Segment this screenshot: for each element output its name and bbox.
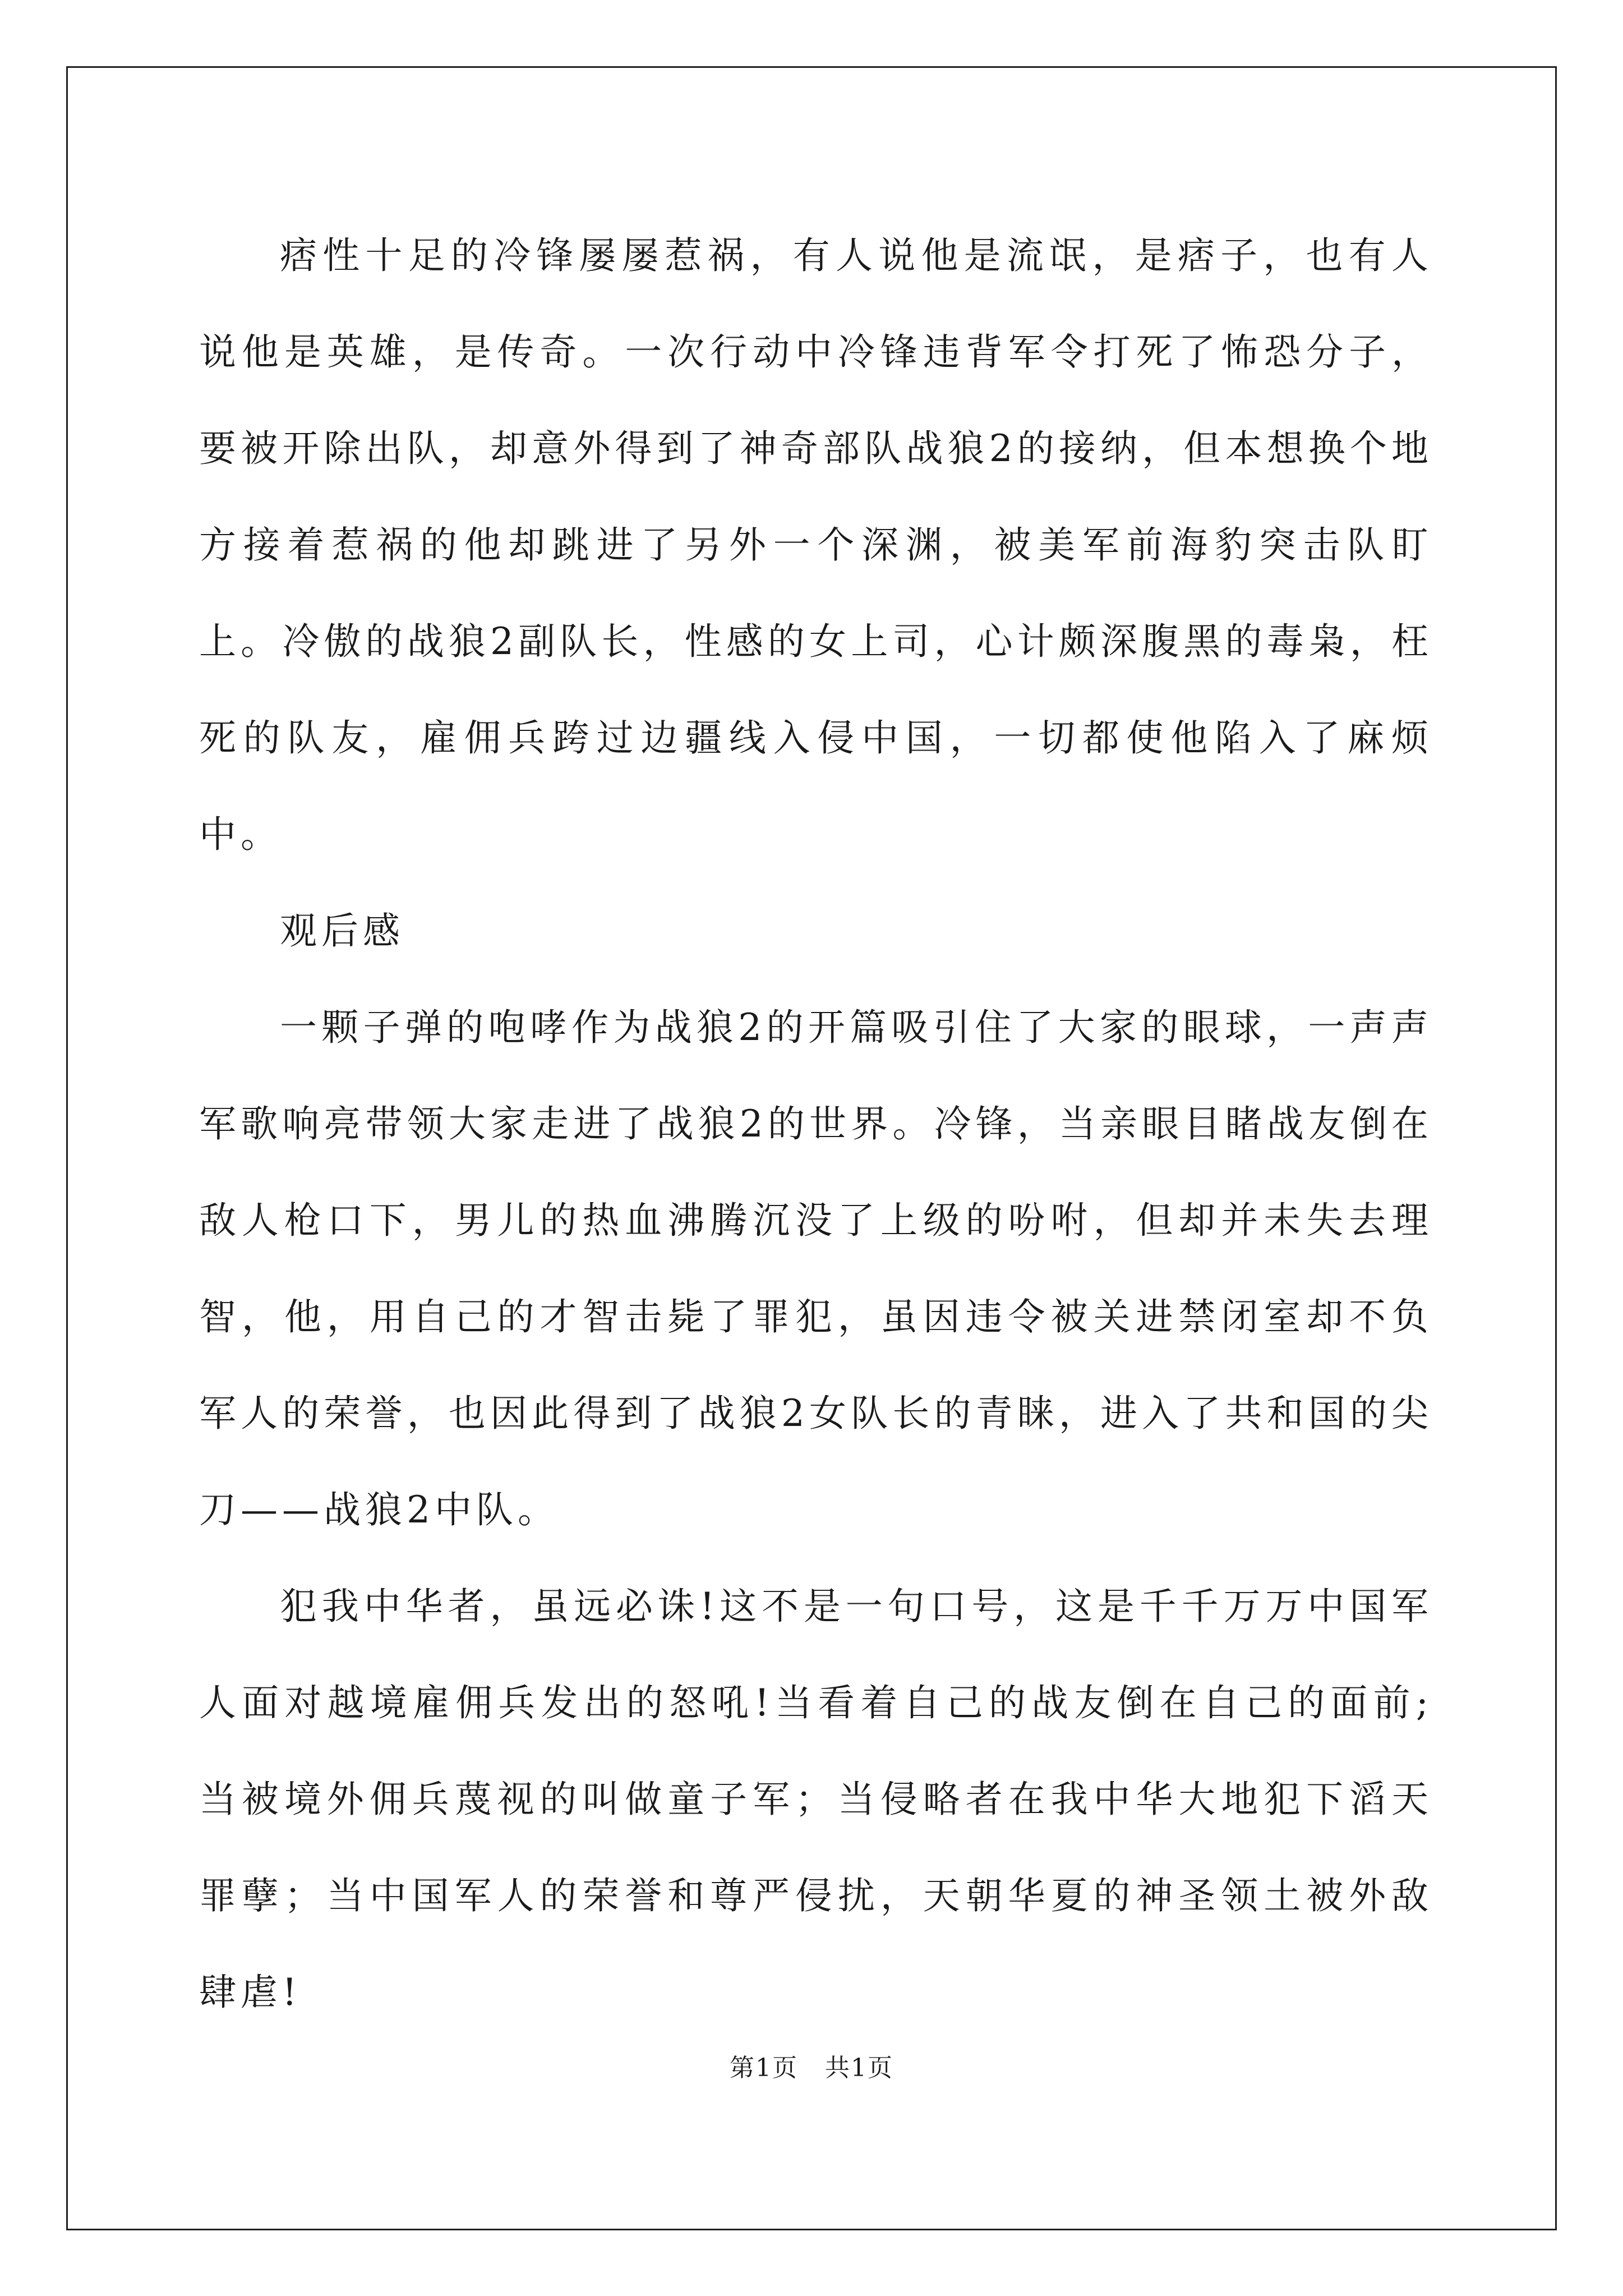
- page-total: 共1页: [825, 2054, 893, 2082]
- paragraph-synopsis: 痞性十足的冷锋屡屡惹祸，有人说他是流氓，是痞子，也有人说他是英雄，是传奇。一次行动中冷锋违背军令打死了怖恐分子，要被开除出队，却意外得到了神奇部队战狼2的接纳，但本想换个地方接着惹祸的他却跳进了另外一个深渊，被美军前海豹突击队盯上。冷傲的战狼2副队长，性感的女上司，心计颇深腹黑的毒枭，枉死的队友，雇佣兵跨过边疆线入侵中国，一切都使他陷入了麻烦中。: [199, 234, 1433, 856]
- document-body: [199, 208, 1433, 2041]
- section-heading: 观后感: [280, 909, 404, 953]
- paragraph-review: 一颗子弹的咆哮作为战狼2的开篇吸引住了大家的眼球，一声声军歌响亮带领大家走进了战狼2的世界。冷锋，当亲眼目睹战友倒在敌人枪口下，男儿的热血沸腾沉没了上级的吩咐，但却并未失去理智，他，用自己的才智击毙了罪犯，虽因违令被关进禁闭室却不负军人的荣誉，也因此得到了战狼2女队长的青睐，进入了共和国的尖刀——战狼2中队。: [199, 1006, 1433, 1531]
- page-footer: [0, 2047, 1623, 2083]
- paragraph-conclusion: 犯我中华者，虽远必诛!这不是一句口号，这是千千万万中国军人面对越境雇佣兵发出的怒吼!当看着自己的战友倒在自己的面前;当被境外佣兵蔑视的叫做童子军；当侵略者在我中华大地犯下滔天罪孽；当中国军人的荣誉和尊严侵扰，天朝华夏的神圣领土被外敌肆虐!: [199, 1585, 1433, 2014]
- page-number: 第1页: [730, 2054, 798, 2082]
